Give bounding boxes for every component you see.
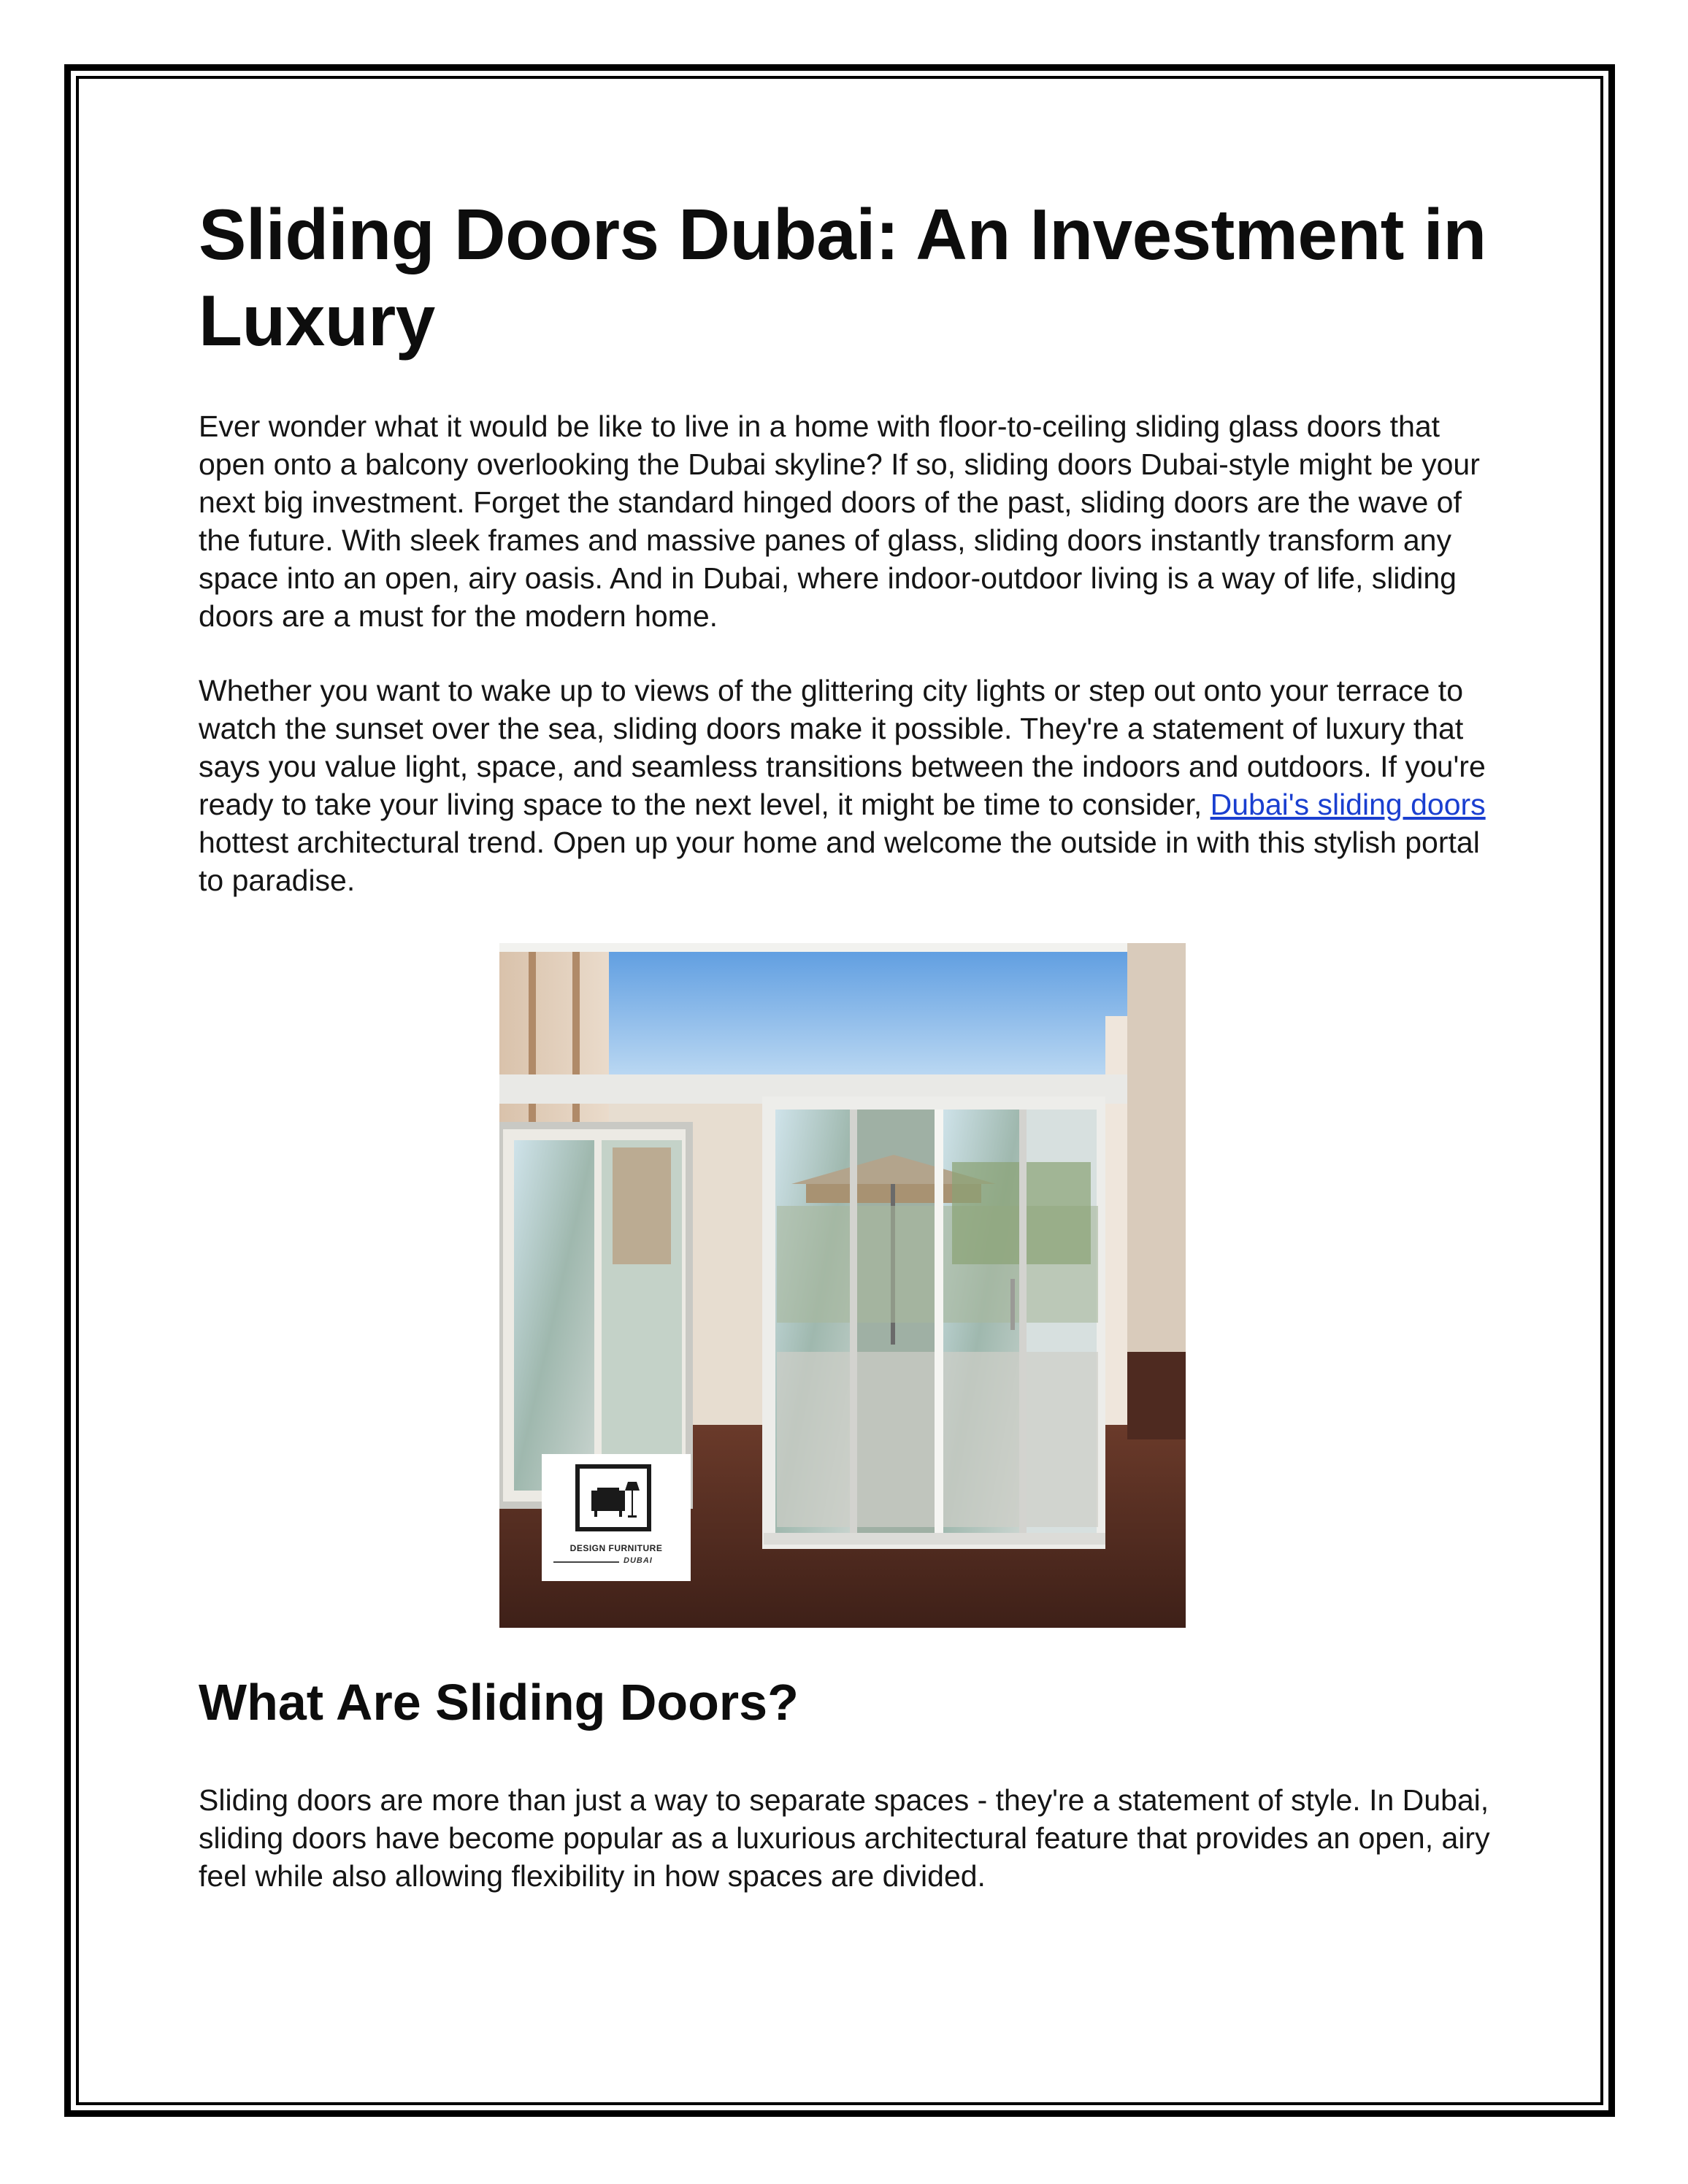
logo-brand-name: DESIGN FURNITURE bbox=[569, 1543, 663, 1553]
logo-frame-icon bbox=[575, 1464, 651, 1531]
intro-paragraph: Ever wonder what it would be like to live in a home with floor-to-ceiling sliding glass doors that open onto a balcony overlooking the Dubai skyline? If so, sliding doors Dubai-style might be your next big investment. Forget the standard hinged doors of the past, sliding doors are the wave of the future. With sleek frames and massive panes of glass, sliding doors instantly transform any space into an open, airy oasis. And in Dubai, where indoor-outdoor living is a way of life, sliding doors are a must for the modern home. bbox=[199, 410, 1480, 633]
sliding-doors-photo bbox=[499, 943, 1186, 1628]
dubai-sliding-doors-link[interactable]: Dubai's sliding doors bbox=[1210, 788, 1486, 821]
logo-underline bbox=[553, 1561, 619, 1563]
second-paragraph bbox=[199, 672, 1498, 899]
second-paragraph-text-before: Whether you want to wake up to views of the glittering city lights or step out onto your terrace to watch the sunset over the sea, sliding doors make it possible. They're a statement of luxury that says you value light, space, and seamless transitions between the indoors and outdoors. If you're ready to take your living space to the next level, it might be time to consider, bbox=[199, 674, 1486, 821]
brand-logo bbox=[542, 1454, 691, 1581]
armchair-lamp-icon bbox=[580, 1469, 647, 1527]
logo-brand-city: DUBAI bbox=[624, 1556, 653, 1565]
article-title: Sliding Doors Dubai: An Investment in Luxury bbox=[199, 194, 1486, 361]
section-paragraph: Sliding doors are more than just a way to separate spaces - they're a statement of style. In Dubai, sliding doors have become popular as a luxurious architectural feature that provides an open, airy feel while also allowing flexibility in how spaces are divided. bbox=[199, 1783, 1490, 1893]
second-paragraph-text-after: hottest architectural trend. Open up your home and welcome the outside in with this stylish portal to paradise. bbox=[199, 826, 1480, 897]
section-heading: What Are Sliding Doors? bbox=[199, 1674, 799, 1731]
